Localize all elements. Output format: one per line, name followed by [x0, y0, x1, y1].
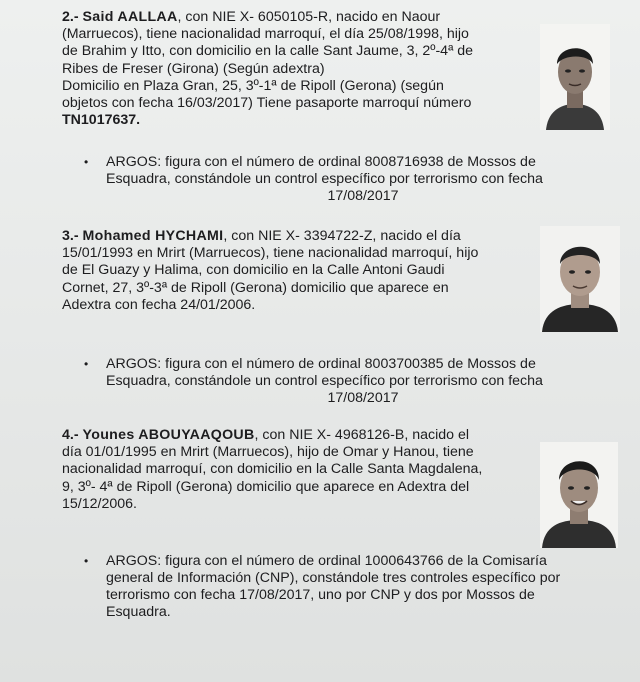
argos-bullet-2 [84, 154, 620, 205]
person-text-line: objetos con fecha 16/03/2017) Tiene pasaporte marroquí número [62, 95, 472, 112]
argos-text-line: 17/08/2017 [327, 390, 399, 406]
person-number: 2.- [62, 9, 79, 25]
person-entry-4 [62, 427, 532, 513]
portrait-image [540, 24, 610, 130]
person-number: 3.- [62, 228, 79, 244]
person-photo-4 [540, 442, 618, 548]
argos-bullet-4 [84, 553, 620, 621]
person-text-line: , con NIE X- 6050105-R, nacido en Naour [177, 9, 441, 25]
person-name: Said AALLAA [82, 9, 178, 25]
person-text-line: nacionalidad marroquí, con domicilio en la Calle Santa Magdalena, [62, 461, 483, 478]
person-number: 4.- [62, 427, 79, 443]
person-text-line: Cornet, 27, 3º-3ª de Ripoll (Gerona) domicilio que aparece en [62, 279, 449, 296]
argos-text-line: terrorismo con fecha 17/08/2017, uno por CNP y dos por Mossos de [106, 587, 535, 603]
bullet-icon: • [84, 554, 89, 568]
argos-text-line: ARGOS: figura con el número de ordinal 1000643766 de la Comisaría [106, 553, 547, 569]
person-photo-2 [540, 24, 610, 130]
person-text-line: (Marruecos), tiene nacionalidad marroquí, el día 25/08/1998, hijo [62, 26, 469, 43]
bullet-icon: • [84, 357, 89, 371]
person-text-line: , con NIE X- 4968126-B, nacido el [254, 427, 470, 443]
person-paragraph [62, 427, 532, 513]
person-text-line: día 01/01/1995 en Mrirt (Marruecos), hijo de Omar y Hanou, tiene [62, 444, 474, 461]
argos-text-line: Esquadra, constándole un control específico por terrorismo con fecha [106, 171, 543, 187]
argos-text-line: ARGOS: figura con el número de ordinal 8003700385 de Mossos de [106, 356, 536, 372]
passport-number: TN1017637. [62, 112, 141, 129]
person-text-line: 15/12/2006. [62, 495, 137, 512]
argos-text-line: Esquadra, constándole un control específico por terrorismo con fecha [106, 373, 543, 389]
argos-text-line: Esquadra. [106, 604, 171, 620]
person-name: Mohamed HYCHAMI [82, 228, 224, 244]
person-text-line: de El Guazy y Halima, con domicilio en la Calle Antoni Gaudi [62, 262, 445, 279]
person-paragraph [62, 228, 532, 314]
person-entry-2 [62, 9, 532, 129]
bullet-icon: • [84, 155, 89, 169]
person-entry-3 [62, 228, 532, 314]
argos-text-line: 17/08/2017 [327, 188, 399, 204]
argos-text-line: ARGOS: figura con el número de ordinal 8008716938 de Mossos de [106, 154, 536, 170]
person-text-line: Adextra con fecha 24/01/2006. [62, 296, 256, 313]
person-paragraph [62, 9, 532, 129]
argos-text-line: general de Información (CNP), constándole tres controles específico por [106, 570, 561, 586]
person-text-line: , con NIE X- 3394722-Z, nacido el día [223, 228, 461, 244]
portrait-image [540, 226, 620, 332]
person-text-line: Ribes de Freser (Girona) (Según adextra) [62, 60, 325, 77]
portrait-image [540, 442, 618, 548]
person-text-line: de Brahim y Itto, con domicilio en la calle Sant Jaume, 3, 2º-4ª de [62, 43, 474, 60]
person-name: Younes ABOUYAAQOUB [82, 427, 255, 443]
argos-bullet-3 [84, 356, 620, 407]
person-photo-3 [540, 226, 620, 332]
person-text-line: 15/01/1993 en Mrirt (Marruecos), tiene nacionalidad marroquí, hijo [62, 245, 479, 262]
person-text-line: 9, 3º- 4ª de Ripoll (Gerona) domicilio que aparece en Adextra del [62, 478, 470, 495]
person-text-line: Domicilio en Plaza Gran, 25, 3º-1ª de Ripoll (Gerona) (según [62, 77, 444, 94]
